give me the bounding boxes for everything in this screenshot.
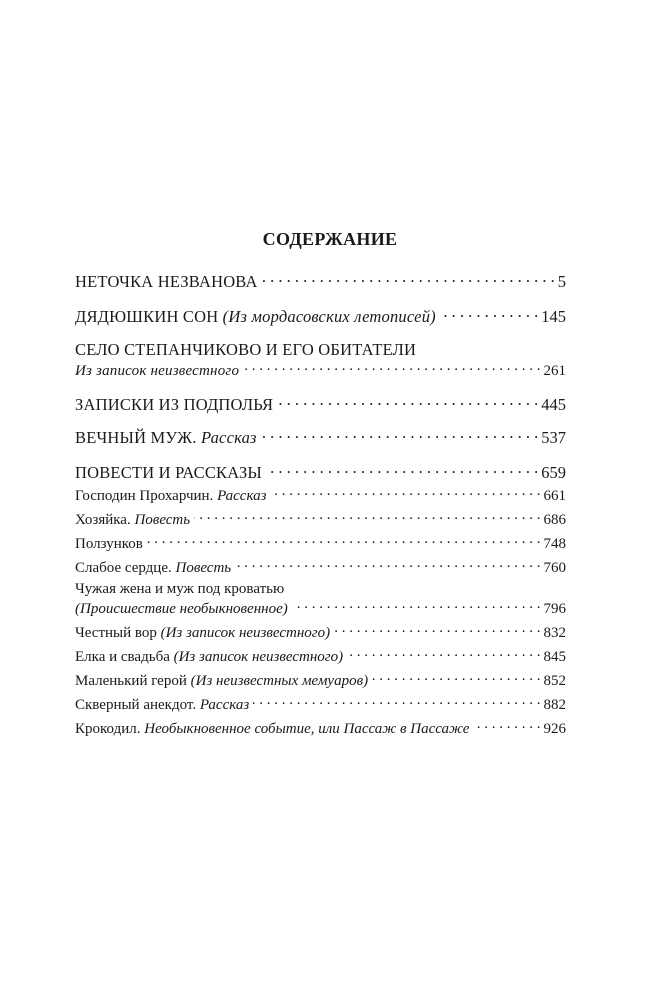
entry-title: ЗАПИСКИ ИЗ ПОДПОЛЬЯ <box>75 394 274 414</box>
dot-leader <box>292 598 541 613</box>
dot-leader <box>334 622 540 637</box>
page-number: 445 <box>541 394 566 414</box>
dot-leader <box>270 485 540 500</box>
toc-entry <box>75 646 566 666</box>
toc-entry <box>75 461 566 483</box>
page-number: 145 <box>541 307 566 326</box>
page-number: 852 <box>543 672 566 689</box>
toc-entry <box>75 340 566 380</box>
entry-title: СЕЛО СТЕПАНЧИКОВО И ЕГО ОБИТАТЕЛИ <box>75 340 417 359</box>
dot-leader <box>243 360 540 375</box>
page-number: 796 <box>543 600 566 617</box>
page-number: 748 <box>543 535 566 552</box>
entry-subtitle: Рассказ <box>199 696 250 713</box>
dot-leader <box>253 694 540 709</box>
dot-leader <box>473 718 540 733</box>
entry-subtitle: Рассказ <box>200 428 257 447</box>
entry-subtitle: (Из мордасовских летописей) <box>222 307 436 326</box>
page-number: 760 <box>543 559 566 576</box>
entry-subtitle: Необыкновенное событие, или Пассаж в Пассаже <box>144 720 470 737</box>
entry-title: Господин Прохарчин. <box>75 487 214 504</box>
toc-entry <box>75 485 566 505</box>
entry-title: ПОВЕСТИ И РАССКАЗЫ <box>75 462 263 482</box>
page-number: 686 <box>543 511 566 528</box>
entry-title: НЕТОЧКА НЕЗВАНОВА <box>75 271 258 291</box>
page-number: 661 <box>543 487 566 504</box>
page-number: 5 <box>557 271 566 291</box>
page-number: 537 <box>541 428 566 447</box>
dot-leader <box>235 557 540 572</box>
toc-entry <box>75 306 566 328</box>
toc-entry <box>75 670 566 690</box>
page-number: 845 <box>543 648 566 665</box>
dot-leader <box>440 306 538 323</box>
entry-title: Елка и свадьба <box>75 648 170 665</box>
entry-subtitle: (Происшествие необыкновенное) <box>75 600 288 617</box>
toc-entry <box>75 718 566 738</box>
toc-entry <box>75 694 566 714</box>
toc-entry <box>75 533 566 553</box>
dot-leader <box>347 646 540 661</box>
toc-entry <box>75 581 566 618</box>
page-number: 659 <box>541 462 566 482</box>
entry-title: ДЯДЮШКИН СОН <box>75 307 219 326</box>
page-title: СОДЕРЖАНИЕ <box>262 229 398 249</box>
entry-title: Крокодил. <box>75 720 141 737</box>
dot-leader <box>372 670 540 685</box>
page-number: 882 <box>543 696 566 713</box>
dot-leader <box>266 461 538 478</box>
entry-title: Хозяйка. <box>75 511 131 528</box>
entry-subtitle: Из записок неизвестного <box>75 363 240 379</box>
toc-entry <box>75 270 566 292</box>
entry-title: Слабое сердце. <box>75 559 172 576</box>
entry-title: Скверный анекдот. <box>75 696 197 713</box>
entry-subtitle: (Из неизвестных мемуаров) <box>190 672 369 689</box>
entry-subtitle: Повесть <box>175 559 232 576</box>
toc-entry <box>75 393 566 415</box>
page-number: 926 <box>543 720 566 737</box>
dot-leader <box>262 270 555 287</box>
entry-title: Чужая жена и муж под кроватью <box>75 580 285 597</box>
entry-subtitle: Рассказ <box>217 487 267 504</box>
toc-entry <box>75 622 566 642</box>
entry-subtitle: (Из записок неизвестного) <box>173 648 344 665</box>
dot-leader <box>261 427 539 444</box>
toc-entry <box>75 557 566 577</box>
table-of-contents <box>75 270 566 738</box>
entry-title: Честный вор <box>75 624 157 641</box>
dot-leader <box>194 509 540 524</box>
dot-leader <box>277 393 538 410</box>
toc-entry <box>75 509 566 529</box>
entry-title: Ползунков <box>75 535 143 552</box>
entry-title: ВЕЧНЫЙ МУЖ. <box>75 428 197 447</box>
page-number: 261 <box>543 363 566 379</box>
page-number: 832 <box>543 624 566 641</box>
dot-leader <box>147 533 541 548</box>
entry-title: Маленький герой <box>75 672 187 689</box>
entry-subtitle: (Из записок неизвестного) <box>160 624 331 641</box>
entry-subtitle: Повесть <box>134 511 191 528</box>
toc-entry <box>75 427 566 449</box>
